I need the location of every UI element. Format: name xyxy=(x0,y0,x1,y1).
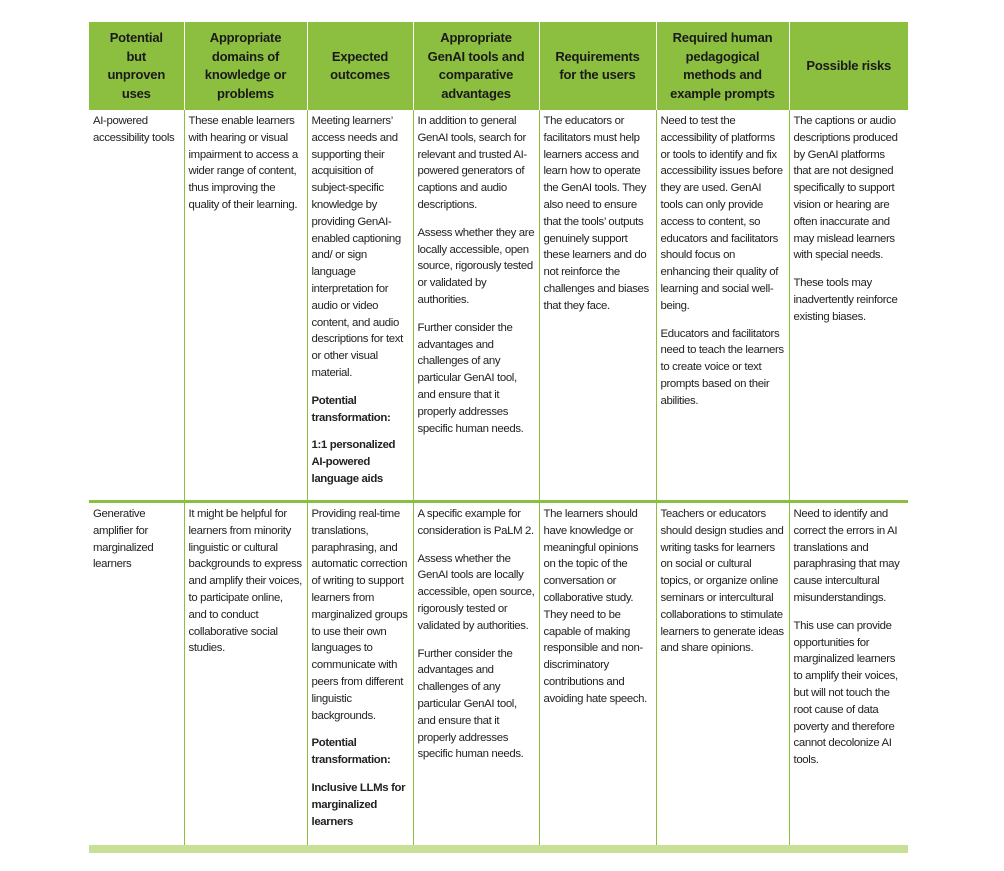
cell-outcomes xyxy=(307,110,413,502)
domains-text: It might be helpful for learners from minority linguistic or cultural backgrounds to express and amplify their voices, to participate online, and to conduct collaborative social studies. xyxy=(188,508,302,655)
methods-paragraph: Teachers or educators should design studies and writing tasks for learners on social or cultural topics, or organize online seminars or intercultural collaborations to stimulate learners to generate ideas and share opinions. xyxy=(660,508,784,655)
tools-paragraph: Further consider the advantages and challenges of any particular GenAI tool, and ensure that it properly addresses specific human needs. xyxy=(417,321,524,435)
tools-paragraph: Assess whether they are locally accessible, open source, rigorously tested or validated by authorities. xyxy=(417,226,535,306)
tools-paragraph: In addition to general GenAI tools, search for relevant and trusted AI-powered generators of captions and audio descriptions. xyxy=(417,115,527,211)
pedagogy-table-container xyxy=(89,22,908,853)
cell-domains xyxy=(184,110,307,502)
requirements-text: The learners should have knowledge or meaningful opinions on the topic of the conversation or collaborative study. They need to be capable of making responsible and non-discriminatory contributions and avoiding hate speech. xyxy=(543,508,647,705)
use-text: Generative amplifier for marginalized learners xyxy=(93,508,154,571)
header-requirements: Requirements for the users xyxy=(539,22,656,110)
risks-paragraph: The captions or audio descriptions produced by GenAI platforms that are not designed specifically to support vision or hearing are often inaccurate and may mislead learners with special needs. xyxy=(793,115,898,262)
methods-paragraph: Need to test the accessibility of platforms or tools to identify and fix accessibility issues before they are used. GenAI tools can only provide access to content, so educators and facilitators should focus on enhancing their quality of learning and social well-being. xyxy=(660,115,783,312)
cell-requirements xyxy=(539,110,656,502)
header-pedagogical-methods: Required human pedagogical methods and example prompts xyxy=(656,22,789,110)
table-row xyxy=(89,110,908,502)
header-possible-risks: Possible risks xyxy=(789,22,908,110)
genai-uses-table xyxy=(89,22,908,845)
cell-outcomes xyxy=(307,502,413,846)
header-genai-tools: Appropriate GenAI tools and comparative advantages xyxy=(413,22,539,110)
requirements-text: The educators or facilitators must help learners access and learn how to operate the GenAI tools. They also need to ensure that the tools’ outputs genuinely support these learners and do not reinforce the challenges and biases that they face. xyxy=(543,115,649,312)
cell-use xyxy=(89,110,184,502)
transformation-value: Inclusive LLMs for marginalized learners xyxy=(311,781,406,828)
cell-tools xyxy=(413,110,539,502)
outcomes-text: Providing real-time translations, paraphrasing, and automatic correction of writing to support learners from marginalized groups to use their own languages to communicate with peers from different linguistic backgrounds. xyxy=(311,508,408,722)
cell-methods xyxy=(656,502,789,846)
header-potential-uses: Potential but unproven uses xyxy=(89,22,184,110)
domains-text: These enable learners with hearing or visual impairment to access a wider range of content, thus improving the quality of their learning. xyxy=(188,115,298,211)
outcomes-text: Meeting learners’ access needs and supporting their acquisition of subject-specific knowledge by providing GenAI-enabled captioning and/ or sign language interpretation for audio or video content, and audio descriptions for text or other visual material. xyxy=(311,115,403,379)
header-expected-outcomes: Expected outcomes xyxy=(307,22,413,110)
methods-paragraph: Educators and facilitators need to teach the learners to create voice or text prompts based on their abilities. xyxy=(660,327,784,407)
use-text: AI-powered accessibility tools xyxy=(93,115,175,144)
risks-paragraph: Need to identify and correct the errors in AI translations and paraphrasing that may cause intercultural misunderstandings. xyxy=(793,508,900,604)
table-bottom-bar xyxy=(89,845,908,853)
cell-tools xyxy=(413,502,539,846)
risks-paragraph: This use can provide opportunities for marginalized learners to amplify their voices, but will not touch the root cause of data poverty and therefore cannot decolonize AI tools. xyxy=(793,619,898,767)
tools-paragraph: A specific example for consideration is PaLM 2. xyxy=(417,508,534,537)
table-row xyxy=(89,502,908,846)
header-domains: Appropriate domains of knowledge or problems xyxy=(184,22,307,110)
tools-paragraph: Assess whether the GenAI tools are locally accessible, open source, rigorously tested or validated by authorities. xyxy=(417,552,535,632)
cell-methods xyxy=(656,110,789,502)
header-row xyxy=(89,22,908,110)
cell-domains xyxy=(184,502,307,846)
transformation-value: 1:1 personalized AI-powered language aids xyxy=(311,439,396,485)
cell-risks xyxy=(789,110,908,502)
tools-paragraph: Further consider the advantages and challenges of any particular GenAI tool, and ensure that it properly addresses specific human needs. xyxy=(417,647,524,761)
risks-paragraph: These tools may inadvertently reinforce existing biases. xyxy=(793,277,898,323)
transformation-label: Potential transformation: xyxy=(311,737,391,767)
cell-use xyxy=(89,502,184,846)
cell-requirements xyxy=(539,502,656,846)
transformation-label: Potential transformation: xyxy=(311,394,391,424)
cell-risks xyxy=(789,502,908,846)
